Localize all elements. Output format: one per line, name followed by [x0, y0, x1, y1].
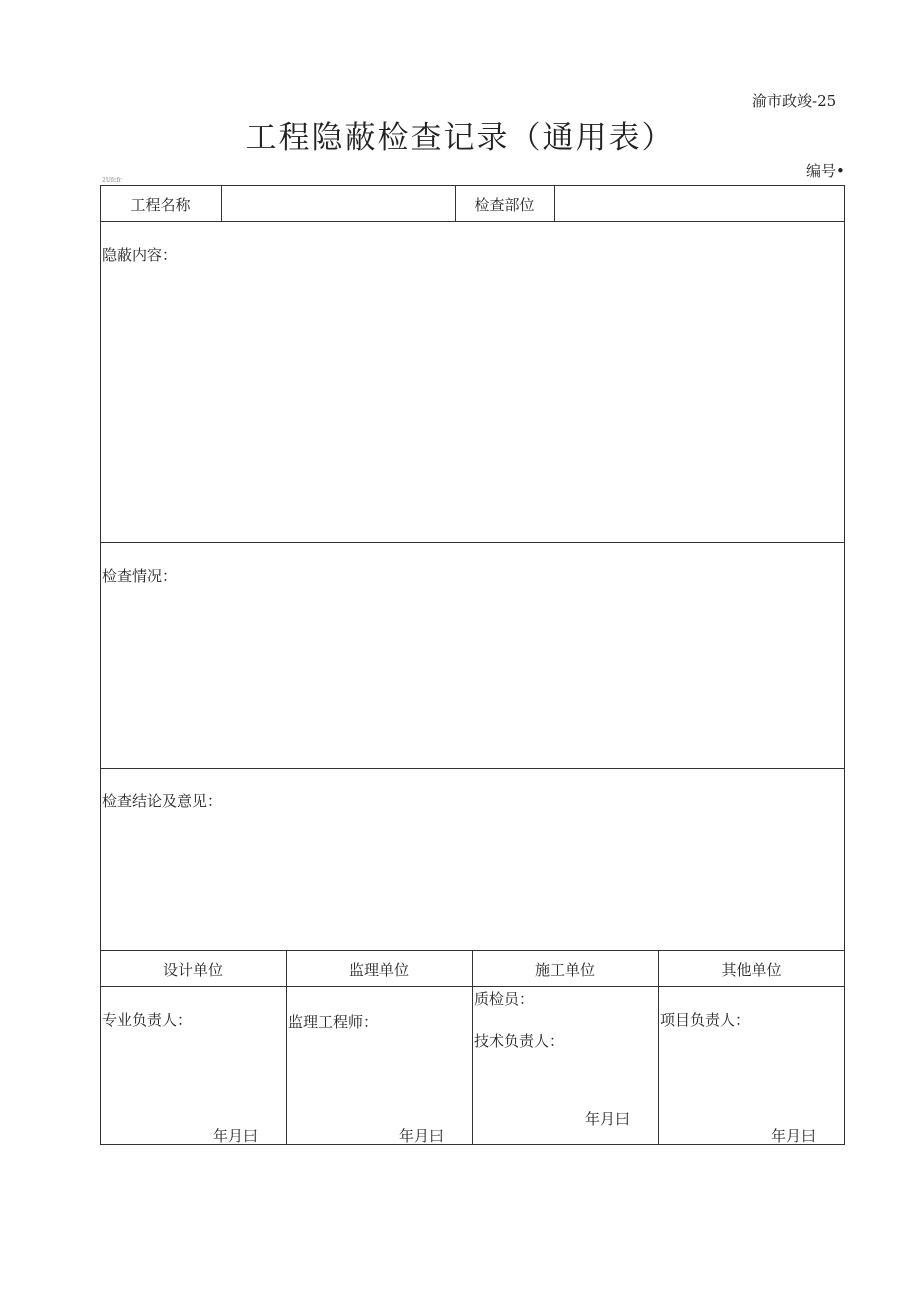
form-code: 渝市政竣-25: [752, 92, 837, 110]
technical-responsible-label: 技术负责人：: [474, 1032, 565, 1050]
conclusion-area[interactable]: [102, 815, 842, 947]
other-unit-header: 其他单位: [721, 961, 782, 979]
quality-inspector-label: 质检员：: [474, 990, 535, 1008]
project-name-label: 工程名称: [130, 196, 191, 214]
supervision-unit-header: 监理单位: [348, 961, 409, 979]
serial-number-label: 编号•: [806, 162, 845, 180]
column-divider: [221, 185, 222, 221]
project-responsible-label: 项目负责人：: [660, 1011, 751, 1029]
inspection-location-label: 检查部位: [474, 196, 535, 214]
tiny-mark: 2Ufcfr: [102, 177, 122, 184]
supervision-engineer-label: 监理工程师：: [288, 1013, 379, 1031]
page-title: 工程隐蔽检查记录（通用表）: [245, 120, 675, 156]
row-divider: [100, 768, 845, 769]
supervision-date: 年月曰: [399, 1127, 445, 1145]
inspection-status-area[interactable]: [102, 590, 842, 765]
project-name-field[interactable]: [226, 194, 450, 214]
inspection-status-label: 检查情况：: [102, 567, 178, 585]
other-date: 年月曰: [771, 1127, 817, 1145]
design-unit-header: 设计单位: [162, 961, 223, 979]
design-date: 年月曰: [213, 1127, 259, 1145]
row-divider: [100, 221, 845, 222]
construction-date: 年月曰: [585, 1110, 631, 1128]
design-responsible-label: 专业负责人：: [102, 1011, 193, 1029]
concealed-content-area[interactable]: [102, 268, 842, 538]
row-divider: [100, 542, 845, 543]
construction-unit-header: 施工单位: [534, 961, 595, 979]
concealed-content-label: 隐蔽内容：: [102, 246, 178, 264]
inspection-location-field[interactable]: [560, 194, 840, 214]
column-divider: [554, 185, 555, 221]
conclusion-label: 检查结论及意见：: [102, 792, 223, 810]
